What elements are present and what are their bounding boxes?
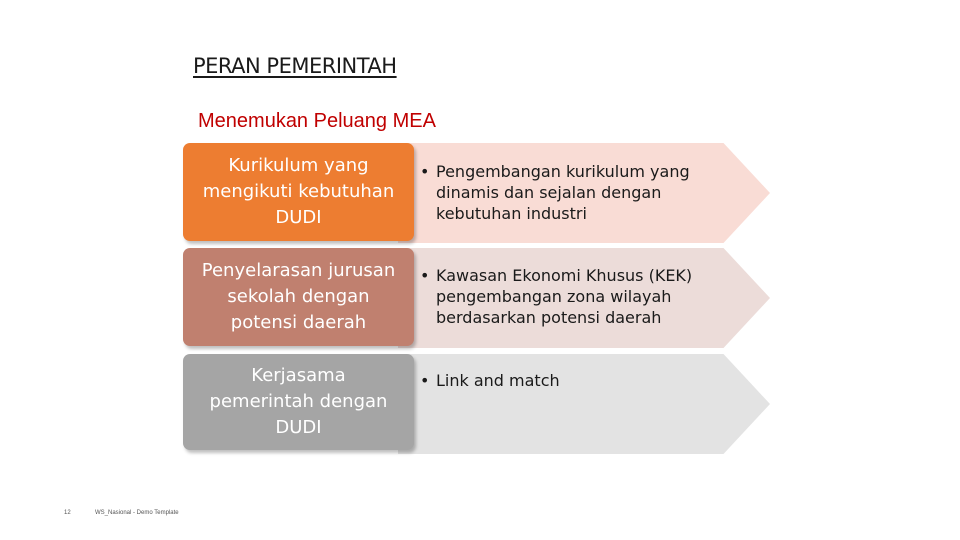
row-3-detail-line: Link and match xyxy=(436,371,560,390)
row-1-detail-line: kebutuhan industri xyxy=(436,204,587,223)
row-1-box-line: DUDI xyxy=(275,207,322,228)
row-3-box-line: pemerintah dengan xyxy=(209,391,388,412)
row-2-bullet xyxy=(420,265,740,328)
row-3-arrow xyxy=(398,354,770,454)
row-3-box-line: DUDI xyxy=(275,417,322,438)
row-2-box-line: Penyelarasan jurusan xyxy=(201,260,396,281)
row-1-detail-line: Pengembangan kurikulum yang xyxy=(436,162,690,181)
row-2-detail-line: Kawasan Ekonomi Khusus (KEK) xyxy=(436,266,693,285)
row-2-box xyxy=(183,248,414,346)
row-1-detail-line: dinamis dan sejalan dengan xyxy=(436,183,662,202)
page-number: 12 xyxy=(64,510,71,516)
row-3-box-line: Kerjasama xyxy=(251,365,346,386)
row-3-bullet xyxy=(420,370,740,391)
row-1-box xyxy=(183,143,414,241)
page-subtitle: Menemukan Peluang MEA xyxy=(198,110,436,132)
bullet-symbol: • xyxy=(420,266,430,285)
row-2-detail-line: pengembangan zona wilayah xyxy=(436,287,672,306)
row-1-box-line: mengikuti kebutuhan xyxy=(202,181,395,202)
row-1-box-line: Kurikulum yang xyxy=(228,155,369,176)
bullet-symbol: • xyxy=(420,371,430,390)
row-2-box-line: potensi daerah xyxy=(230,312,367,333)
row-2-box-line: sekolah dengan xyxy=(227,286,370,307)
row-3-box xyxy=(183,354,414,450)
page-title: PERAN PEMERINTAH xyxy=(193,54,397,78)
bullet-symbol: • xyxy=(420,162,430,181)
row-2-detail-line: berdasarkan potensi daerah xyxy=(436,308,662,327)
footer-template-label: WS_Nasional - Demo Template xyxy=(95,510,179,516)
row-1-bullet xyxy=(420,161,740,224)
